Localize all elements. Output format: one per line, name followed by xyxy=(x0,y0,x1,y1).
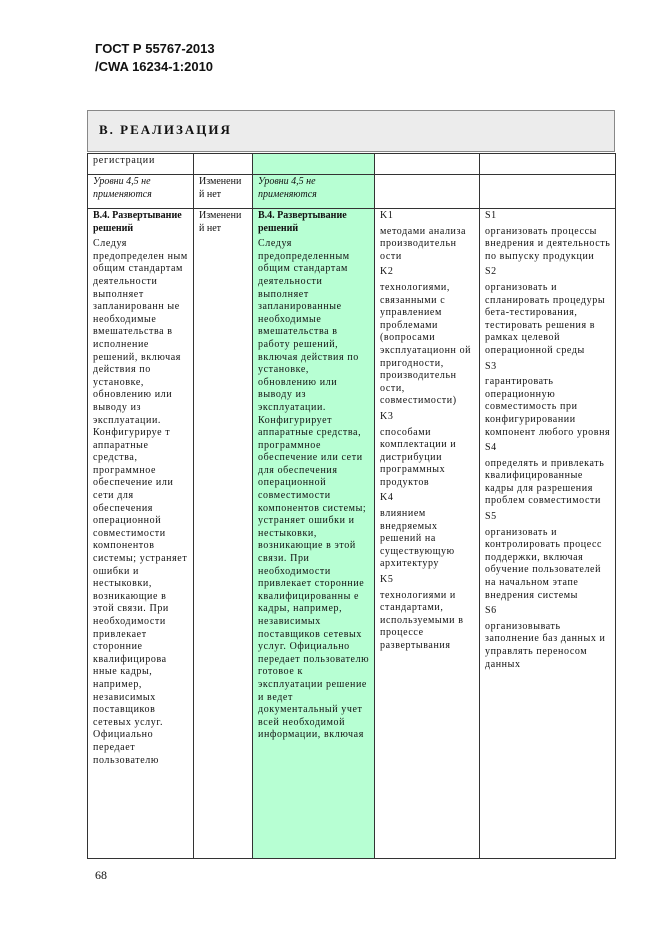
table-cell xyxy=(375,209,480,859)
table-cell xyxy=(88,209,194,859)
skill-item-label: S2 xyxy=(485,266,497,278)
skill-item-text: организовывать заполнение баз данных и управлять переносом данных xyxy=(485,620,606,670)
table-cell xyxy=(194,154,253,175)
skill-item-text: организовать и контролировать процесс поддержки, включая обучение пользователей на начальном этапе внедрения системы xyxy=(485,526,603,601)
table-row xyxy=(88,154,616,175)
skill-item-label: S6 xyxy=(485,605,497,617)
table-cell: Изменени й нет xyxy=(194,175,253,209)
skill-item-label: S4 xyxy=(485,442,497,454)
table-cell xyxy=(480,175,616,209)
cell-text: Следуя предопределенным общим стандартам деятельности выполняет запланированные необходимые вмешательства в работу решений, включая действия по установке, обновлению или выводу из эксплуатации. Конфигурирует аппаратные средства, программное обеспечение или сети для обеспечения операционной совместимости компонентов системы; устраняет ошибки и нестыковки, возникающие в этой связи. При необходимости привлекает сторонние квалифицированны е кадры, например, независимых поставщиков сетевых услуг. Официально передает пользователю готовое к эксплуатации решение и ведет документальный учет всей необходимой информации, включая xyxy=(258,238,370,741)
table-cell xyxy=(253,209,375,859)
table-row xyxy=(88,209,616,859)
table-cell xyxy=(375,175,480,209)
page-number: 68 xyxy=(95,868,107,882)
knowledge-item-text: технологиями и стандартами, используемыми в процессе развертывания xyxy=(380,589,464,651)
skill-item-text: гарантировать операционную совместимость при конфигурировании компонент любого уровня xyxy=(485,376,611,438)
table-cell xyxy=(480,154,616,175)
table-cell: Уровни 4,5 не применяются xyxy=(253,175,375,209)
skill-item-text: организовать процессы внедрения и деятельность по выпуску продукции xyxy=(485,225,611,262)
knowledge-item-text: технологиями, связанными с управлением проблемами (вопросами эксплуатационн ой пригодности, производительн ости, совместимости) xyxy=(380,281,472,407)
document-header xyxy=(95,40,215,76)
knowledge-item-label: K1 xyxy=(380,210,394,221)
knowledge-list xyxy=(380,210,475,653)
table-cell: Изменени й нет xyxy=(194,209,253,859)
skill-item-label: S5 xyxy=(485,511,497,523)
knowledge-item-label: K3 xyxy=(380,410,394,422)
table-cell: регистрации xyxy=(88,154,194,175)
skill-item-text: определять и привлекать квалифицированные кадры для разрешения проблем совместимости xyxy=(485,457,605,507)
table-cell: Уровни 4,5 не применяются xyxy=(88,175,194,209)
knowledge-item-text: влиянием внедряемых решений на существующую архитектуру xyxy=(380,508,455,570)
table-cell xyxy=(480,209,616,859)
table-cell xyxy=(375,154,480,175)
section-header xyxy=(87,110,615,152)
knowledge-item-label: K2 xyxy=(380,266,394,278)
skill-item-text: организовать и спланировать процедуры бета-тестирования, тестировать решения в рамках целевой операционной среды xyxy=(485,281,606,356)
cell-heading: В.4. Развертывание решений xyxy=(258,210,347,234)
standard-cwa-number: /CWA 16234-1:2010 xyxy=(95,59,214,74)
knowledge-item-text: способами комплектации и дистрибуции программных продуктов xyxy=(380,426,457,488)
knowledge-item-text: методами анализа производительн ости xyxy=(380,225,467,262)
cell-heading: В.4. Развертывание решений xyxy=(93,210,182,234)
section-title: В. РЕАЛИЗАЦИЯ xyxy=(99,122,232,137)
table-row xyxy=(88,175,616,209)
knowledge-item-label: K4 xyxy=(380,492,394,504)
knowledge-item-label: K5 xyxy=(380,574,394,586)
skill-item-label: S1 xyxy=(485,210,497,221)
skills-list xyxy=(485,210,611,671)
competence-table xyxy=(87,153,616,859)
standard-number: ГОСТ Р 55767-2013 xyxy=(95,41,215,56)
skill-item-label: S3 xyxy=(485,360,497,372)
table-cell xyxy=(253,154,375,175)
cell-text: Следуя предопределен ным общим стандартам деятельности выполняет запланированн ые необходимые вмешательства в исполнение решений, включая действия по установке, обновлению или выводу из эксплуатации. Конфигурируе т аппаратные средства, программное обеспечение или сети для обеспечения операционной совместимости компонентов системы; устраняет ошибки и нестыковки, возникающие в этой связи. При необходимости привлекает сторонние квалифицирова нные кадры, например, независимых поставщиков сетевых услуг. Официально передает пользователю xyxy=(93,238,188,766)
